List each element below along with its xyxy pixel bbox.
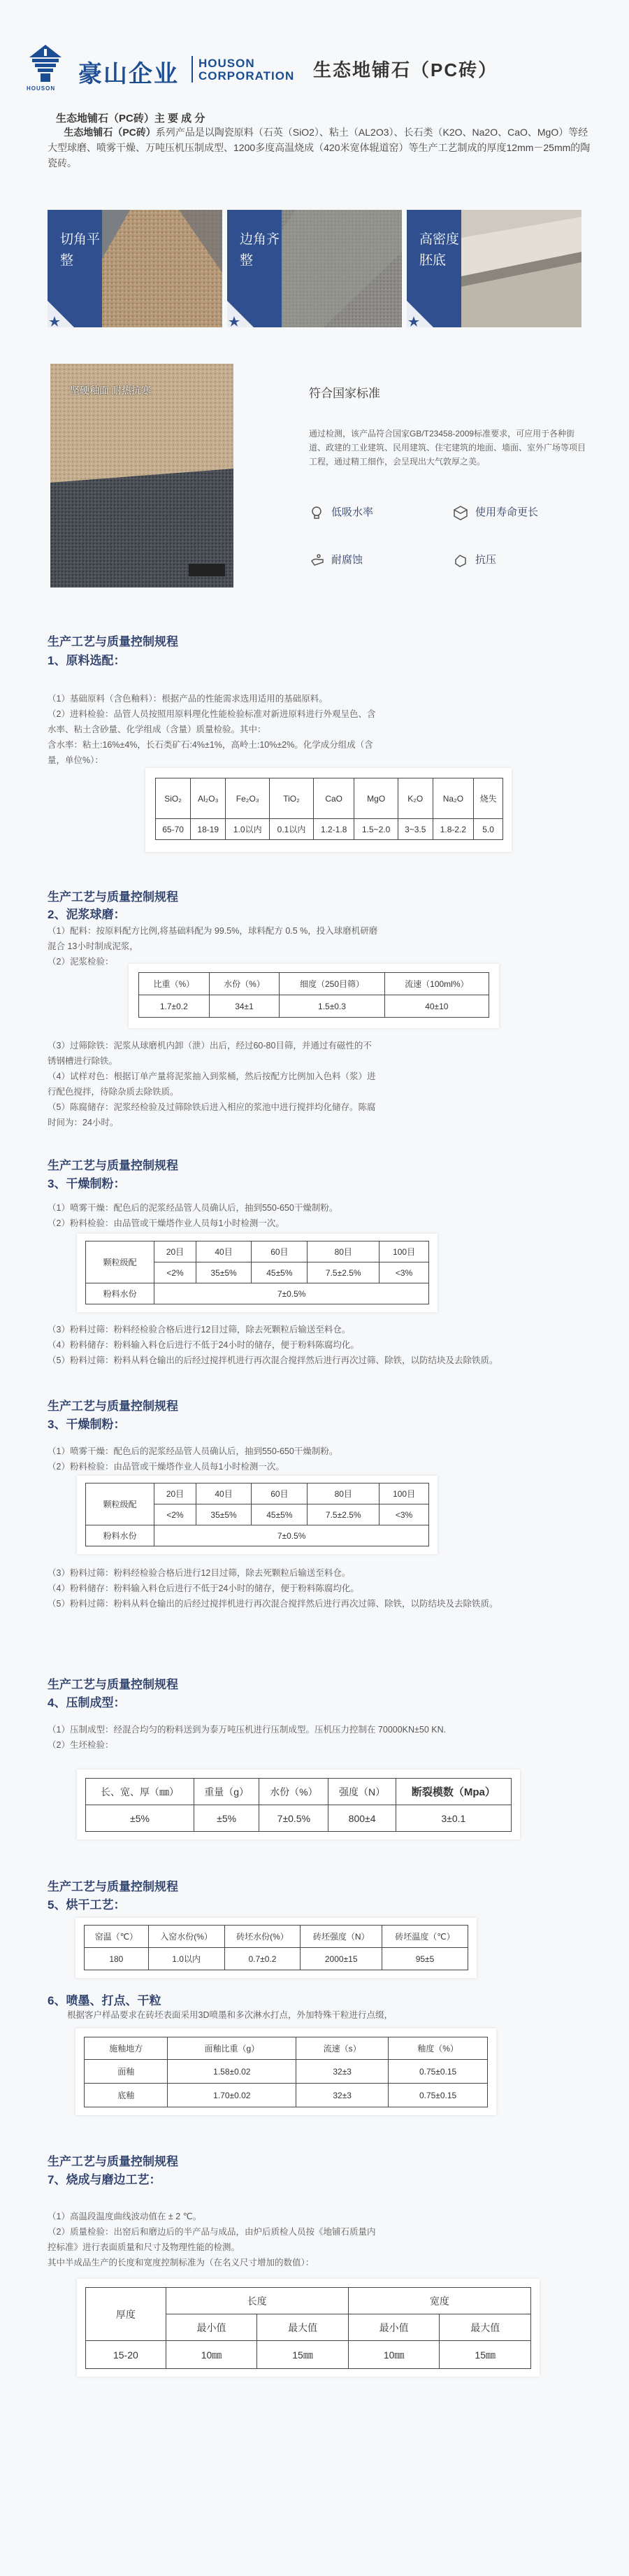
table-header-cell: 厚度 bbox=[86, 2288, 166, 2341]
table-header-cell: 最小值 bbox=[166, 2314, 257, 2341]
text-line: （1）高温段温度曲线波动值在 ± 2 ℃。 bbox=[48, 2212, 202, 2221]
table-cell: 1.5±0.3 bbox=[280, 995, 384, 1018]
table-cell: 1.7±0.2 bbox=[139, 995, 210, 1018]
intro-text: 系列产品是以陶瓷原料（石英（SiO2）、粘土（AL2O3）、长石类（K2O、Na2O、CaO、MgO）等经大型球磨、喷雾干燥、万吨压机压制成型、1200多度高温烧成（420米宽体辊道窑）等生产工艺制成的厚度12mm－25mm的陶瓷砖。 bbox=[48, 127, 591, 169]
table-header-cell: 颗粒级配 bbox=[86, 1241, 154, 1283]
text-line: （5）粉料过筛：粉料从料仓输出的后经过搅拌机进行再次混合搅拌然后进行再次过筛、除铁，以防结块及去除铁质。 bbox=[48, 1599, 498, 1609]
table-cell: 0.7±0.2 bbox=[224, 1948, 301, 1970]
table-cell: 35±5% bbox=[196, 1262, 252, 1283]
table-header-cell: 强度（N） bbox=[328, 1779, 396, 1805]
shield-icon bbox=[453, 553, 468, 568]
table-cell: 800±4 bbox=[328, 1805, 396, 1832]
table-header-cell: 断裂模数（Mpa） bbox=[396, 1779, 511, 1805]
table-header-cell: 细度（250目筛） bbox=[280, 973, 384, 995]
table-cell: 32±3 bbox=[296, 2084, 389, 2107]
section-2-sub: 2、泥浆球磨： bbox=[48, 908, 126, 921]
table-cell: <2% bbox=[154, 1504, 196, 1525]
text-line: （2）泥浆检验： bbox=[48, 957, 114, 967]
table-cell: 0.75±0.15 bbox=[389, 2060, 488, 2084]
table-cell: 10㎜ bbox=[348, 2341, 440, 2369]
table-cell: 0.75±0.15 bbox=[389, 2084, 488, 2107]
table-header-cell: 砖坯强度（N） bbox=[301, 1926, 382, 1948]
section-7-head: 生产工艺与质量控制规程 bbox=[48, 2155, 178, 2168]
section-7-sub: 7、烧成与磨边工艺： bbox=[48, 2173, 161, 2186]
text-line: 含水率：粘土:16%±4%，长石类矿石:4%±1%，高岭土:10%±2%。化学成分组成（含 bbox=[48, 740, 373, 750]
table-header-cell: 水份（%） bbox=[259, 1779, 328, 1805]
brand-en-line2: CORPORATION bbox=[198, 69, 295, 83]
tile-photo bbox=[461, 210, 581, 327]
standard-text: 通过检测，该产品符合国家GB/T23458-2009标准要求，可应用于各种街道、政建的工业建筑、民用建筑、住宅建筑的地面、墙面、室外广场等项目工程，通过精工细作，会呈现出大气敦厚之美。 bbox=[309, 429, 586, 467]
section-2-head: 生产工艺与质量控制规程 bbox=[48, 890, 178, 904]
glaze-table bbox=[84, 2037, 488, 2107]
table-header-cell: MgO bbox=[354, 778, 398, 819]
tile-label: 切角平整 bbox=[60, 232, 101, 268]
section-1-sub: 1、原料选配： bbox=[48, 654, 126, 667]
table-header-cell: 施釉地方 bbox=[85, 2037, 168, 2060]
slurry-test-table bbox=[138, 972, 489, 1018]
text-line: 量，单位%）： bbox=[48, 755, 103, 765]
table-header-cell: 窑温（℃） bbox=[85, 1926, 149, 1948]
text-line: 水率、粘土含砂量、化学组成（含量）质量检验。其中： bbox=[48, 725, 266, 734]
brand-name-en bbox=[198, 57, 294, 83]
text-line: 锈钢槽进行除铁。 bbox=[48, 1056, 118, 1066]
text-line: （5）粉料过筛：粉料从料仓输出的后经过搅拌机进行再次混合搅拌然后进行再次过筛、除铁，以防结块及去除铁质。 bbox=[48, 1355, 498, 1365]
table-header-cell: CaO bbox=[313, 778, 354, 819]
houson-logo-icon bbox=[28, 43, 63, 84]
table-header-cell: Na₂O bbox=[433, 778, 474, 819]
section-7-text bbox=[48, 2209, 600, 2270]
text-line: （1）配料：按原料配方比例,将基础料配为 99.5%，球料配方 0.5 %，投入球磨机研磨 bbox=[48, 926, 378, 936]
box-icon bbox=[453, 505, 468, 520]
brand-name-cn: 豪山企业 bbox=[78, 61, 179, 87]
product-badge: 坚硬釉面 耐热抗寒 bbox=[70, 385, 151, 396]
table-cell: <3% bbox=[379, 1504, 429, 1525]
table-header-cell: 比重（%） bbox=[139, 973, 210, 995]
table-cell: 65-70 bbox=[156, 819, 191, 840]
table-header-cell: 60目 bbox=[252, 1483, 308, 1504]
table-cell: 1.0以内 bbox=[226, 819, 270, 840]
table-header-cell: 最小值 bbox=[348, 2314, 440, 2341]
table-cell: 95±5 bbox=[382, 1948, 468, 1970]
table-cell: 1.8-2.2 bbox=[433, 819, 474, 840]
table-cell: ±5% bbox=[194, 1805, 259, 1832]
table-cell: 1.2-1.8 bbox=[313, 819, 354, 840]
table-cell: 32±3 bbox=[296, 2060, 389, 2084]
table-header-cell: 20目 bbox=[154, 1241, 196, 1262]
text-line: 混合 13小时制成泥浆， bbox=[48, 941, 138, 951]
table-header-cell: 80目 bbox=[308, 1241, 379, 1262]
table-cell: 18-19 bbox=[191, 819, 226, 840]
section-5-head: 生产工艺与质量控制规程 bbox=[48, 1880, 178, 1893]
section-6-text: 根据客户样品要求在砖坯表面采用3D喷墨和多次淋水打点，外加特殊干粒进行点缀， bbox=[67, 2010, 393, 2020]
star-icon bbox=[48, 301, 74, 327]
text-line: （2）生坯检验： bbox=[48, 1740, 114, 1750]
table-header-cell: 宽度 bbox=[348, 2288, 530, 2314]
text-line: 时间为：24小时。 bbox=[48, 1118, 119, 1127]
text-line: （2）进料检验：品管人员按照用原料理化性能检验标准对新进原料进行外观呈色、含 bbox=[48, 709, 376, 719]
text-line: （4）粉料储存：粉料输入料仓后进行不低于24小时的储存，便于粉料陈腐均化。 bbox=[48, 1584, 359, 1593]
table-cell: 7±0.5% bbox=[154, 1525, 429, 1546]
tile-photo bbox=[282, 210, 402, 327]
table-cell: 40±10 bbox=[384, 995, 489, 1018]
table-cell: 34±1 bbox=[209, 995, 280, 1018]
table-header-cell: SiO₂ bbox=[156, 778, 191, 819]
table-cell: 15㎜ bbox=[257, 2341, 349, 2369]
table-header-cell: 颗粒级配 bbox=[86, 1483, 154, 1525]
table-header-cell: 100目 bbox=[379, 1483, 429, 1504]
text-line: （1）基础原料（含色釉料）：根据产品的性能需求选用适用的基础原料。 bbox=[48, 694, 328, 704]
table-header-cell: 20目 bbox=[154, 1483, 196, 1504]
table-header-cell: 60目 bbox=[252, 1241, 308, 1262]
text-line: （4）试样对色：根据订单产量将泥浆抽入到浆桶，然后按配方比例加入色料（浆）进 bbox=[48, 1072, 376, 1081]
table-cell: ±5% bbox=[86, 1805, 194, 1832]
brand-divider bbox=[191, 56, 193, 83]
table-cell: 1.0以内 bbox=[148, 1948, 224, 1970]
intro-bold: 生态地铺石（PC砖） bbox=[64, 127, 156, 138]
tile-cut-corner bbox=[48, 210, 222, 327]
powder-grading-table bbox=[85, 1241, 429, 1304]
section-3b-text-a bbox=[48, 1444, 600, 1474]
table-header-cell: 水份（%） bbox=[209, 973, 280, 995]
feature-label: 耐腐蚀 bbox=[331, 554, 363, 566]
section-3-text-a bbox=[48, 1200, 600, 1231]
table-header-cell: 粉料水份 bbox=[86, 1283, 154, 1304]
firing-size-table bbox=[85, 2287, 531, 2369]
table-header-cell: TiO₂ bbox=[270, 778, 314, 819]
table-header-cell: 入窑水份(%） bbox=[148, 1926, 224, 1948]
table-cell: 7.5±2.5% bbox=[308, 1504, 379, 1525]
logo-text: HOUSON bbox=[27, 85, 56, 92]
table-header-cell: 长、宽、厚（㎜） bbox=[86, 1779, 194, 1805]
star-icon bbox=[227, 301, 254, 327]
product-image bbox=[50, 364, 233, 588]
table-header-cell: Al₂O₃ bbox=[191, 778, 226, 819]
feature-label: 抗压 bbox=[475, 554, 497, 566]
table-cell: 2000±15 bbox=[301, 1948, 382, 1970]
section-5-sub: 5、烘干工艺： bbox=[48, 1898, 126, 1912]
table-cell: 15-20 bbox=[86, 2341, 166, 2369]
section-3-text-b bbox=[48, 1322, 600, 1368]
table-cell: 45±5% bbox=[252, 1504, 308, 1525]
table-header-cell: 流速（s） bbox=[296, 2037, 389, 2060]
text-line: 控标准》进行表面质量和尺寸及物理性能的检测。 bbox=[48, 2242, 240, 2252]
tile-photo bbox=[102, 210, 222, 327]
table-cell: 3±0.1 bbox=[396, 1805, 511, 1832]
table-cell: 45±5% bbox=[252, 1262, 308, 1283]
text-line: 行配色搅拌，待除杂质去除铁质。 bbox=[48, 1087, 179, 1097]
table-cell: 3~3.5 bbox=[398, 819, 433, 840]
section-1-text bbox=[48, 691, 600, 768]
table-cell: 7.5±2.5% bbox=[308, 1262, 379, 1283]
text-line: （2）质量检验：出窑后和磨边后的半产品与成品，由炉后质检人员按《地铺石质量内 bbox=[48, 2227, 376, 2237]
table-header-cell: 40目 bbox=[196, 1241, 252, 1262]
composition-subtitle: 生态地铺石（PC砖）主 要 成 分 bbox=[56, 113, 205, 124]
tile-label: 高密度胚底 bbox=[419, 232, 460, 268]
table-cell: 35±5% bbox=[196, 1504, 252, 1525]
bulb-icon bbox=[309, 505, 324, 520]
section-3-sub: 3、干燥制粉： bbox=[48, 1177, 126, 1190]
section-6-sub: 6、喷墨、打点、干粒 bbox=[48, 1994, 161, 2007]
table-header-cell: 最大值 bbox=[257, 2314, 349, 2341]
table-header-cell: 40目 bbox=[196, 1483, 252, 1504]
tile-label: 边角齐整 bbox=[240, 232, 280, 268]
table-cell: 面釉 bbox=[85, 2060, 168, 2084]
section-3b-text-b bbox=[48, 1565, 600, 1611]
tile-high-density bbox=[407, 210, 581, 327]
table-cell: 15㎜ bbox=[440, 2341, 531, 2369]
text-line: （1）压制成型：经混合均匀的粉料送到为泰万吨压机进行压制成型。压机压力控制在 70000KN±50 KN. bbox=[48, 1725, 447, 1735]
table-cell: 10㎜ bbox=[166, 2341, 257, 2369]
table-header-cell: 重量（g） bbox=[194, 1779, 259, 1805]
feature-label: 低吸水率 bbox=[331, 506, 374, 518]
table-header-cell: K₂O bbox=[398, 778, 433, 819]
section-2-text-b bbox=[48, 1038, 600, 1130]
table-cell: <2% bbox=[154, 1262, 196, 1283]
drying-table bbox=[84, 1925, 468, 1970]
text-line: （2）粉料检验：由品管或干燥塔作业人员每1小时检测一次。 bbox=[48, 1218, 284, 1228]
intro-paragraph bbox=[48, 124, 593, 171]
text-line: （1）喷雾干燥：配色后的泥浆经品管人员确认后，抽到550-650干燥制粉。 bbox=[48, 1203, 338, 1213]
table-header-cell: 流速（100ml%） bbox=[384, 973, 489, 995]
text-line: （4）粉料储存：粉料输入料仓后进行不低于24小时的储存，便于粉料陈腐均化。 bbox=[48, 1340, 359, 1350]
feature-tiles bbox=[48, 210, 581, 327]
chemical-composition-table bbox=[155, 778, 503, 840]
table-header-cell: 面釉比重（g） bbox=[168, 2037, 296, 2060]
table-cell: <3% bbox=[379, 1262, 429, 1283]
table-header-cell: 砖坯温度（℃） bbox=[382, 1926, 468, 1948]
table-header-cell: Fe₂O₃ bbox=[226, 778, 270, 819]
text-line: （3）粉料过筛：粉料经检验合格后进行12目过筛，除去死颗粒后输送至料仓。 bbox=[48, 1325, 351, 1335]
text-line: （3）过筛除铁：泥浆从球磨机内卸（泄）出后，经过60-80目筛，并通过有磁性的不 bbox=[48, 1041, 372, 1051]
page-title: 生态地铺石（PC砖） bbox=[313, 59, 498, 80]
green-body-table bbox=[85, 1778, 512, 1832]
table-cell: 180 bbox=[85, 1948, 149, 1970]
text-line: （1）喷雾干燥：配色后的泥浆经品管人员确认后，抽到550-650干燥制粉。 bbox=[48, 1446, 338, 1456]
table-header-cell: 100目 bbox=[379, 1241, 429, 1262]
section-3b-sub: 3、干燥制粉： bbox=[48, 1418, 126, 1431]
feature-label: 使用寿命更长 bbox=[475, 506, 539, 518]
table-header-cell: 80目 bbox=[308, 1483, 379, 1504]
brand-en-line1: HOUSON bbox=[198, 57, 255, 70]
powder-grading-table-2 bbox=[85, 1483, 429, 1546]
table-header-cell: 砖坯水份(%） bbox=[224, 1926, 301, 1948]
text-line: （2）粉料检验：由品管或干燥塔作业人员每1小时检测一次。 bbox=[48, 1462, 284, 1472]
table-cell: 1.58±0.02 bbox=[168, 2060, 296, 2084]
table-cell: 5.0 bbox=[474, 819, 503, 840]
table-cell: 1.5~2.0 bbox=[354, 819, 398, 840]
table-header-cell: 粉料水份 bbox=[86, 1525, 154, 1546]
section-1-head: 生产工艺与质量控制规程 bbox=[48, 635, 178, 648]
table-header-cell: 最大值 bbox=[440, 2314, 531, 2341]
section-4-text bbox=[48, 1722, 600, 1753]
table-header-cell: 釉度（%） bbox=[389, 2037, 488, 2060]
section-4-head: 生产工艺与质量控制规程 bbox=[48, 1678, 178, 1691]
table-cell: 7±0.5% bbox=[154, 1283, 429, 1304]
table-cell: 0.1以内 bbox=[270, 819, 314, 840]
text-line: （3）粉料过筛：粉料经检验合格后进行12目过筛，除去死颗粒后输送至料仓。 bbox=[48, 1568, 351, 1578]
section-2-text-a bbox=[48, 923, 600, 969]
tile-even-edge bbox=[227, 210, 402, 327]
text-line: 其中半成品生产的长度和宽度控制标准为（在名义尺寸增加的数值）： bbox=[48, 2258, 314, 2268]
section-3b-head: 生产工艺与质量控制规程 bbox=[48, 1400, 178, 1413]
standard-title: 符合国家标准 bbox=[309, 387, 380, 400]
text-line: （5）陈腐储存：泥浆经检验及过筛除铁后进入相应的浆池中进行搅拌均化储存。陈腐 bbox=[48, 1102, 376, 1112]
table-cell: 7±0.5% bbox=[259, 1805, 328, 1832]
star-icon bbox=[407, 301, 433, 327]
table-cell: 底釉 bbox=[85, 2084, 168, 2107]
section-3-head: 生产工艺与质量控制规程 bbox=[48, 1159, 178, 1172]
table-header-cell: 烧失 bbox=[474, 778, 503, 819]
hand-icon bbox=[309, 553, 324, 568]
table-header-cell: 长度 bbox=[166, 2288, 348, 2314]
table-cell: 1.70±0.02 bbox=[168, 2084, 296, 2107]
section-4-sub: 4、压制成型： bbox=[48, 1696, 126, 1709]
